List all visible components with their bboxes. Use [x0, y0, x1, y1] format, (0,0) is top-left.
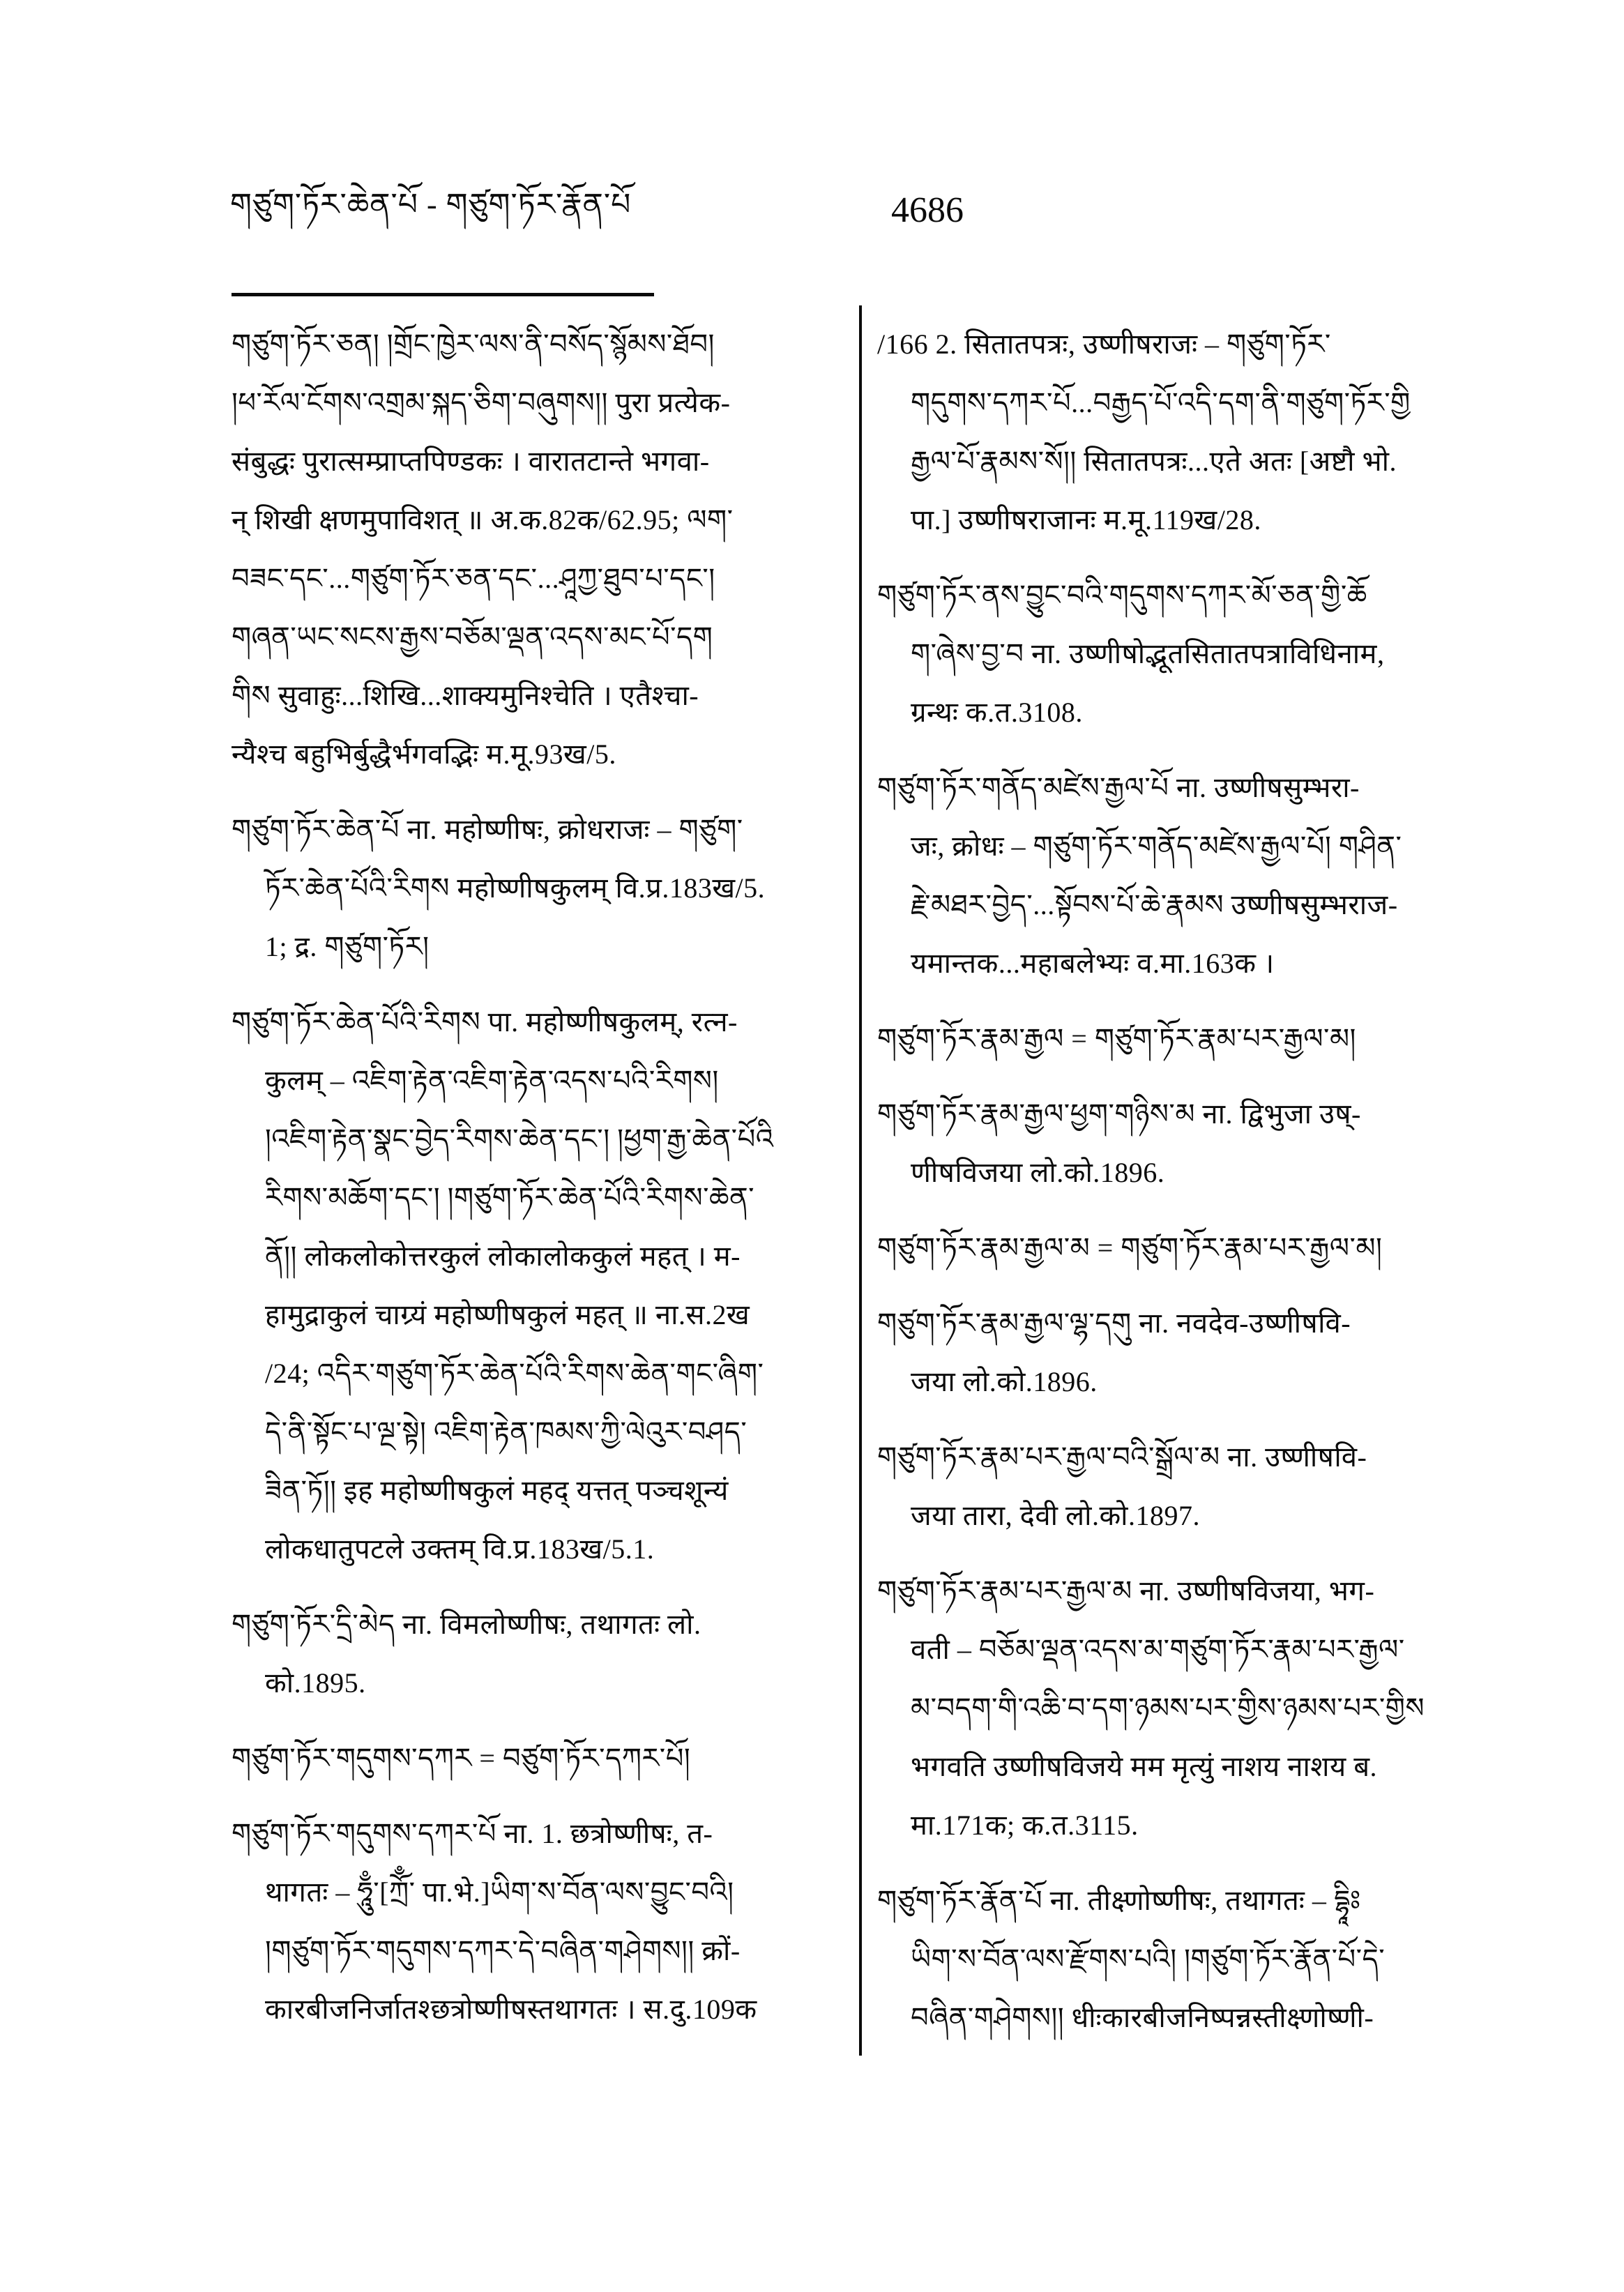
entry-line: णीषविजया लो.को.1896. — [911, 1157, 1165, 1188]
entry-line: ཟིན་ཏོ།། इह महोष्णीषकुलं महद् यत्तत् पञ्चशून्यं — [265, 1475, 729, 1506]
dictionary-entry-continuation — [232, 315, 800, 784]
entry-line: གཙུག་ཏོར་རྣམ་རྒྱལ = གཙུག་ཏོར་རྣམ་པར་རྒྱལ་མ། — [877, 1023, 1356, 1054]
entry-line: ཏོར་ཆེན་པོའི་རིགས महोष्णीषकुलम् वि.प्र.183ख/5. — [265, 872, 766, 904]
dictionary-entry — [232, 800, 800, 976]
entry-line: བཞིན་གཤེགས།། धीःकारबीजनिष्पन्नस्तीक्ष्णोष्णी- — [911, 2002, 1374, 2033]
dictionary-entry — [232, 1729, 800, 1788]
entry-line: मा.171क; क.त.3115. — [911, 1809, 1139, 1841]
dictionary-entry — [877, 1085, 1435, 1202]
entry-line: ग्रन्थः क.त.3108. — [911, 697, 1083, 728]
entry-line: जः, क्रोधः – གཙུག་ཏོར་གནོད་མཛེས་རྒྱལ་པོ། གཤིན་ — [911, 830, 1402, 862]
entry-line: གཙུག་ཏོར་རྣོན་པོ ना. तीक्ष्णोष्णीषः, तथागतः – དྷཱིཿ — [877, 1885, 1361, 1916]
entry-line: གིས सुवाहुः...शिखि...शाक्यमुनिश्चेति । एतैश्चा- — [232, 680, 699, 711]
running-head: གཙུག་ཏོར་ཆེན་པོ - གཙུག་ཏོར་རྣོན་པོ — [230, 188, 632, 222]
entry-line: संबुद्धः पुरात्सम्प्राप्तपिण्डकः । वारातटान्ते भगवा- — [232, 446, 710, 477]
entry-line: पा.] उष्णीषराजानः म.मू.119ख/28. — [911, 504, 1261, 536]
entry-line: ཡིག་ས་བོན་ལས་རྫོགས་པའི། །གཙུག་ཏོར་རྣོན་པོ་དེ་ — [911, 1943, 1386, 1975]
dictionary-entry — [232, 1595, 800, 1713]
entry-line: कारबीजनिर्जातश्छत्रोष्णीषस्तथागतः । स.दु.109क — [265, 1994, 757, 2025]
entry-line: གཙུག་ཏོར་དྲི་མེད ना. विमलोष्णीषः, तथागतः लो. — [232, 1609, 701, 1640]
dictionary-entry — [232, 1805, 800, 2039]
entry-line: གཙུག་ཏོར་རྣམ་རྒྱལ་ཕྱག་གཉིས་མ ना. द्विभुजा उष्- — [877, 1098, 1361, 1130]
column-divider — [859, 305, 862, 2056]
entry-line: न्यैश्च बहुभिर्बुद्धैर्भगवद्भिः म.मू.93ख/5. — [232, 738, 616, 770]
entry-line: གཙུག་ཏོར་ནས་བྱུང་བའི་གདུགས་དཀར་མོ་ཅན་གྱི་ཆོ — [877, 579, 1367, 611]
entry-line: རྒྱལ་པོ་རྣམས་སོ།། सितातपत्रः...एते अतः [अष्टौ भो. — [911, 446, 1397, 477]
entry-line: གཙུག་ཏོར་རྣམ་རྒྱལ་ལྷ་དགུ ना. नवदेव-उष्णीषवि- — [877, 1307, 1351, 1339]
dictionary-entry — [877, 1428, 1435, 1545]
entry-line: थागतः – ཧཱུྃ་[ཀྲོྃ་ पा.भे.]ཡིག་ས་བོན་ལས་བྱུང་བའི། — [265, 1876, 734, 1908]
entry-line: जया लो.को.1896. — [911, 1366, 1098, 1397]
entry-line: རིགས་མཆོག་དང་། །གཙུག་ཏོར་ཆེན་པོའི་རིགས་ཆེན་ — [265, 1182, 755, 1213]
dictionary-entry — [877, 1872, 1435, 2047]
entry-line: न् शिखी क्षणमुपाविशत् ॥ अ.क.82क/62.95; ལག་ — [232, 504, 734, 536]
dictionary-entry — [877, 1562, 1435, 1855]
entry-line: གཙུག་ཏོར་ཅན། །གྲོང་ཁྱེར་ལས་ནི་བསོད་སྙོམས་ཐོབ། — [232, 328, 715, 360]
entry-line: གཙུག་ཏོར་ཆེན་པོའི་རིགས पा. महोष्णीषकुलम्, रत्न- — [232, 1006, 738, 1038]
entry-line: जया तारा, देवी लो.को.1897. — [911, 1500, 1201, 1531]
dictionary-entry — [877, 566, 1435, 742]
entry-line: གདུགས་དཀར་པོ...བརྒྱད་པོ་འདི་དག་ནི་གཙུག་ཏོར་གྱི — [911, 387, 1411, 418]
entry-line: གཙུག་ཏོར་རྣམ་པར་རྒྱལ་མ ना. उष्णीषविजया, भग- — [877, 1575, 1375, 1607]
entry-line: བཟང་དང་...གཙུག་ཏོར་ཅན་དང་...ཤཱཀྱ་ཐུབ་པ་དང་། — [232, 563, 715, 594]
entry-line: हामुद्राकुलं चाग्र्यं महोष्णीषकुलं महत् ॥ ना.स.2ख — [265, 1299, 750, 1330]
entry-line: །གཙུག་ཏོར་གདུགས་དཀར་དེ་བཞིན་གཤེགས།། क्रों- — [265, 1935, 741, 1966]
entry-line: གཙུག་ཏོར་རྣམ་རྒྱལ་མ = གཙུག་ཏོར་རྣམ་པར་རྒྱལ་མ། — [877, 1232, 1383, 1263]
column-left — [232, 315, 800, 2056]
dictionary-entry — [232, 993, 800, 1579]
entry-line: གཙུག་ཏོར་རྣམ་པར་རྒྱལ་བའི་སྒྲོལ་མ ना. उष्णीषवि- — [877, 1441, 1367, 1473]
entry-line: लोकधातुपटले उक्तम् वि.प्र.183ख/5.1. — [265, 1533, 655, 1565]
dictionary-entry — [877, 1219, 1435, 1277]
entry-line: यमान्तक...महाबलेभ्यः व.मा.163क । — [911, 948, 1275, 979]
entry-line: དེ་ནི་སྟོང་པ་ལྔ་སྟེ། འཇིག་རྟེན་ཁམས་ཀྱི་ལེའུར་བཤད་ — [265, 1416, 748, 1448]
entry-line: རྗེ་མཐར་བྱེད་...སྟོབས་པོ་ཆེ་རྣམས उष्णीषसुम्भराज- — [911, 889, 1398, 920]
entry-line: ག་ཞེས་བྱ་བ ना. उष्णीषोद्भूतसितातपत्राविधिनाम, — [911, 638, 1385, 669]
header-rule — [232, 293, 654, 296]
entry-line: གཞན་ཡང་སངས་རྒྱས་བཅོམ་ལྡན་འདས་མང་པོ་དག — [232, 621, 713, 653]
entry-line: /166 2. सितातपत्रः, उष्णीषराजः – གཙུག་ཏོར་ — [877, 328, 1331, 360]
entry-line: वती – བཅོམ་ལྡན་འདས་མ་གཙུག་ཏོར་རྣམ་པར་རྒྱལ་ — [911, 1634, 1405, 1665]
entry-line: གཙུག་ཏོར་གདུགས་དཀར = བཙུག་ཏོར་དཀར་པོ། — [232, 1743, 691, 1774]
entry-line: को.1895. — [265, 1667, 366, 1699]
entry-line: །ཕ་རོལ་ངོགས་འགྲམ་སྐད་ཅིག་བཞུགས།། पुरा प्रत्येक- — [232, 387, 731, 418]
page-number: 4686 — [891, 190, 964, 230]
column-right — [877, 315, 1435, 2064]
entry-line: कुलम् – འཇིག་རྟེན་འཇིག་རྟེན་འདས་པའི་རིགས། — [265, 1065, 719, 1096]
entry-line: གཙུག་ཏོར་གནོད་མཛེས་རྒྱལ་པོ ना. उष्णीषसुम्भरा- — [877, 772, 1360, 803]
entry-line: མ་བདག་གི་འཆི་བ་དག་ཉམས་པར་གྱིས་ཉམས་པར་གྱིས — [911, 1692, 1425, 1724]
dictionary-entry — [877, 759, 1435, 993]
entry-line: གཙུག་ཏོར་གདུགས་དཀར་པོ ना. 1. छत्रोष्णीषः, त- — [232, 1818, 713, 1849]
entry-line: ནོ།། लोकलोकोत्तरकुलं लोकालोककुलं महत् । म- — [265, 1240, 741, 1272]
entry-line: གཙུག་ཏོར་ཆེན་པོ ना. महोष्णीषः, क्रोधराजः – གཙུག་ — [232, 814, 743, 845]
entry-line: /24; འདིར་གཙུག་ཏོར་ཆེན་པོའི་རིགས་ཆེན་གང་ཞིག་ — [265, 1358, 764, 1389]
dictionary-entry — [877, 1010, 1435, 1068]
entry-line: །འཇིག་རྟེན་སྣང་བྱེད་རིགས་ཆེན་དང་། །ཕྱག་རྒྱ་ཆེན་པོའི — [265, 1123, 774, 1155]
dictionary-entry — [877, 1294, 1435, 1411]
entry-line: भगवति उष्णीषविजये मम मृत्युं नाशय नाशय ब. — [911, 1751, 1378, 1782]
entry-line: 1; द्र. གཙུག་ཏོར། — [265, 931, 430, 962]
dictionary-entry-continuation — [877, 315, 1435, 549]
